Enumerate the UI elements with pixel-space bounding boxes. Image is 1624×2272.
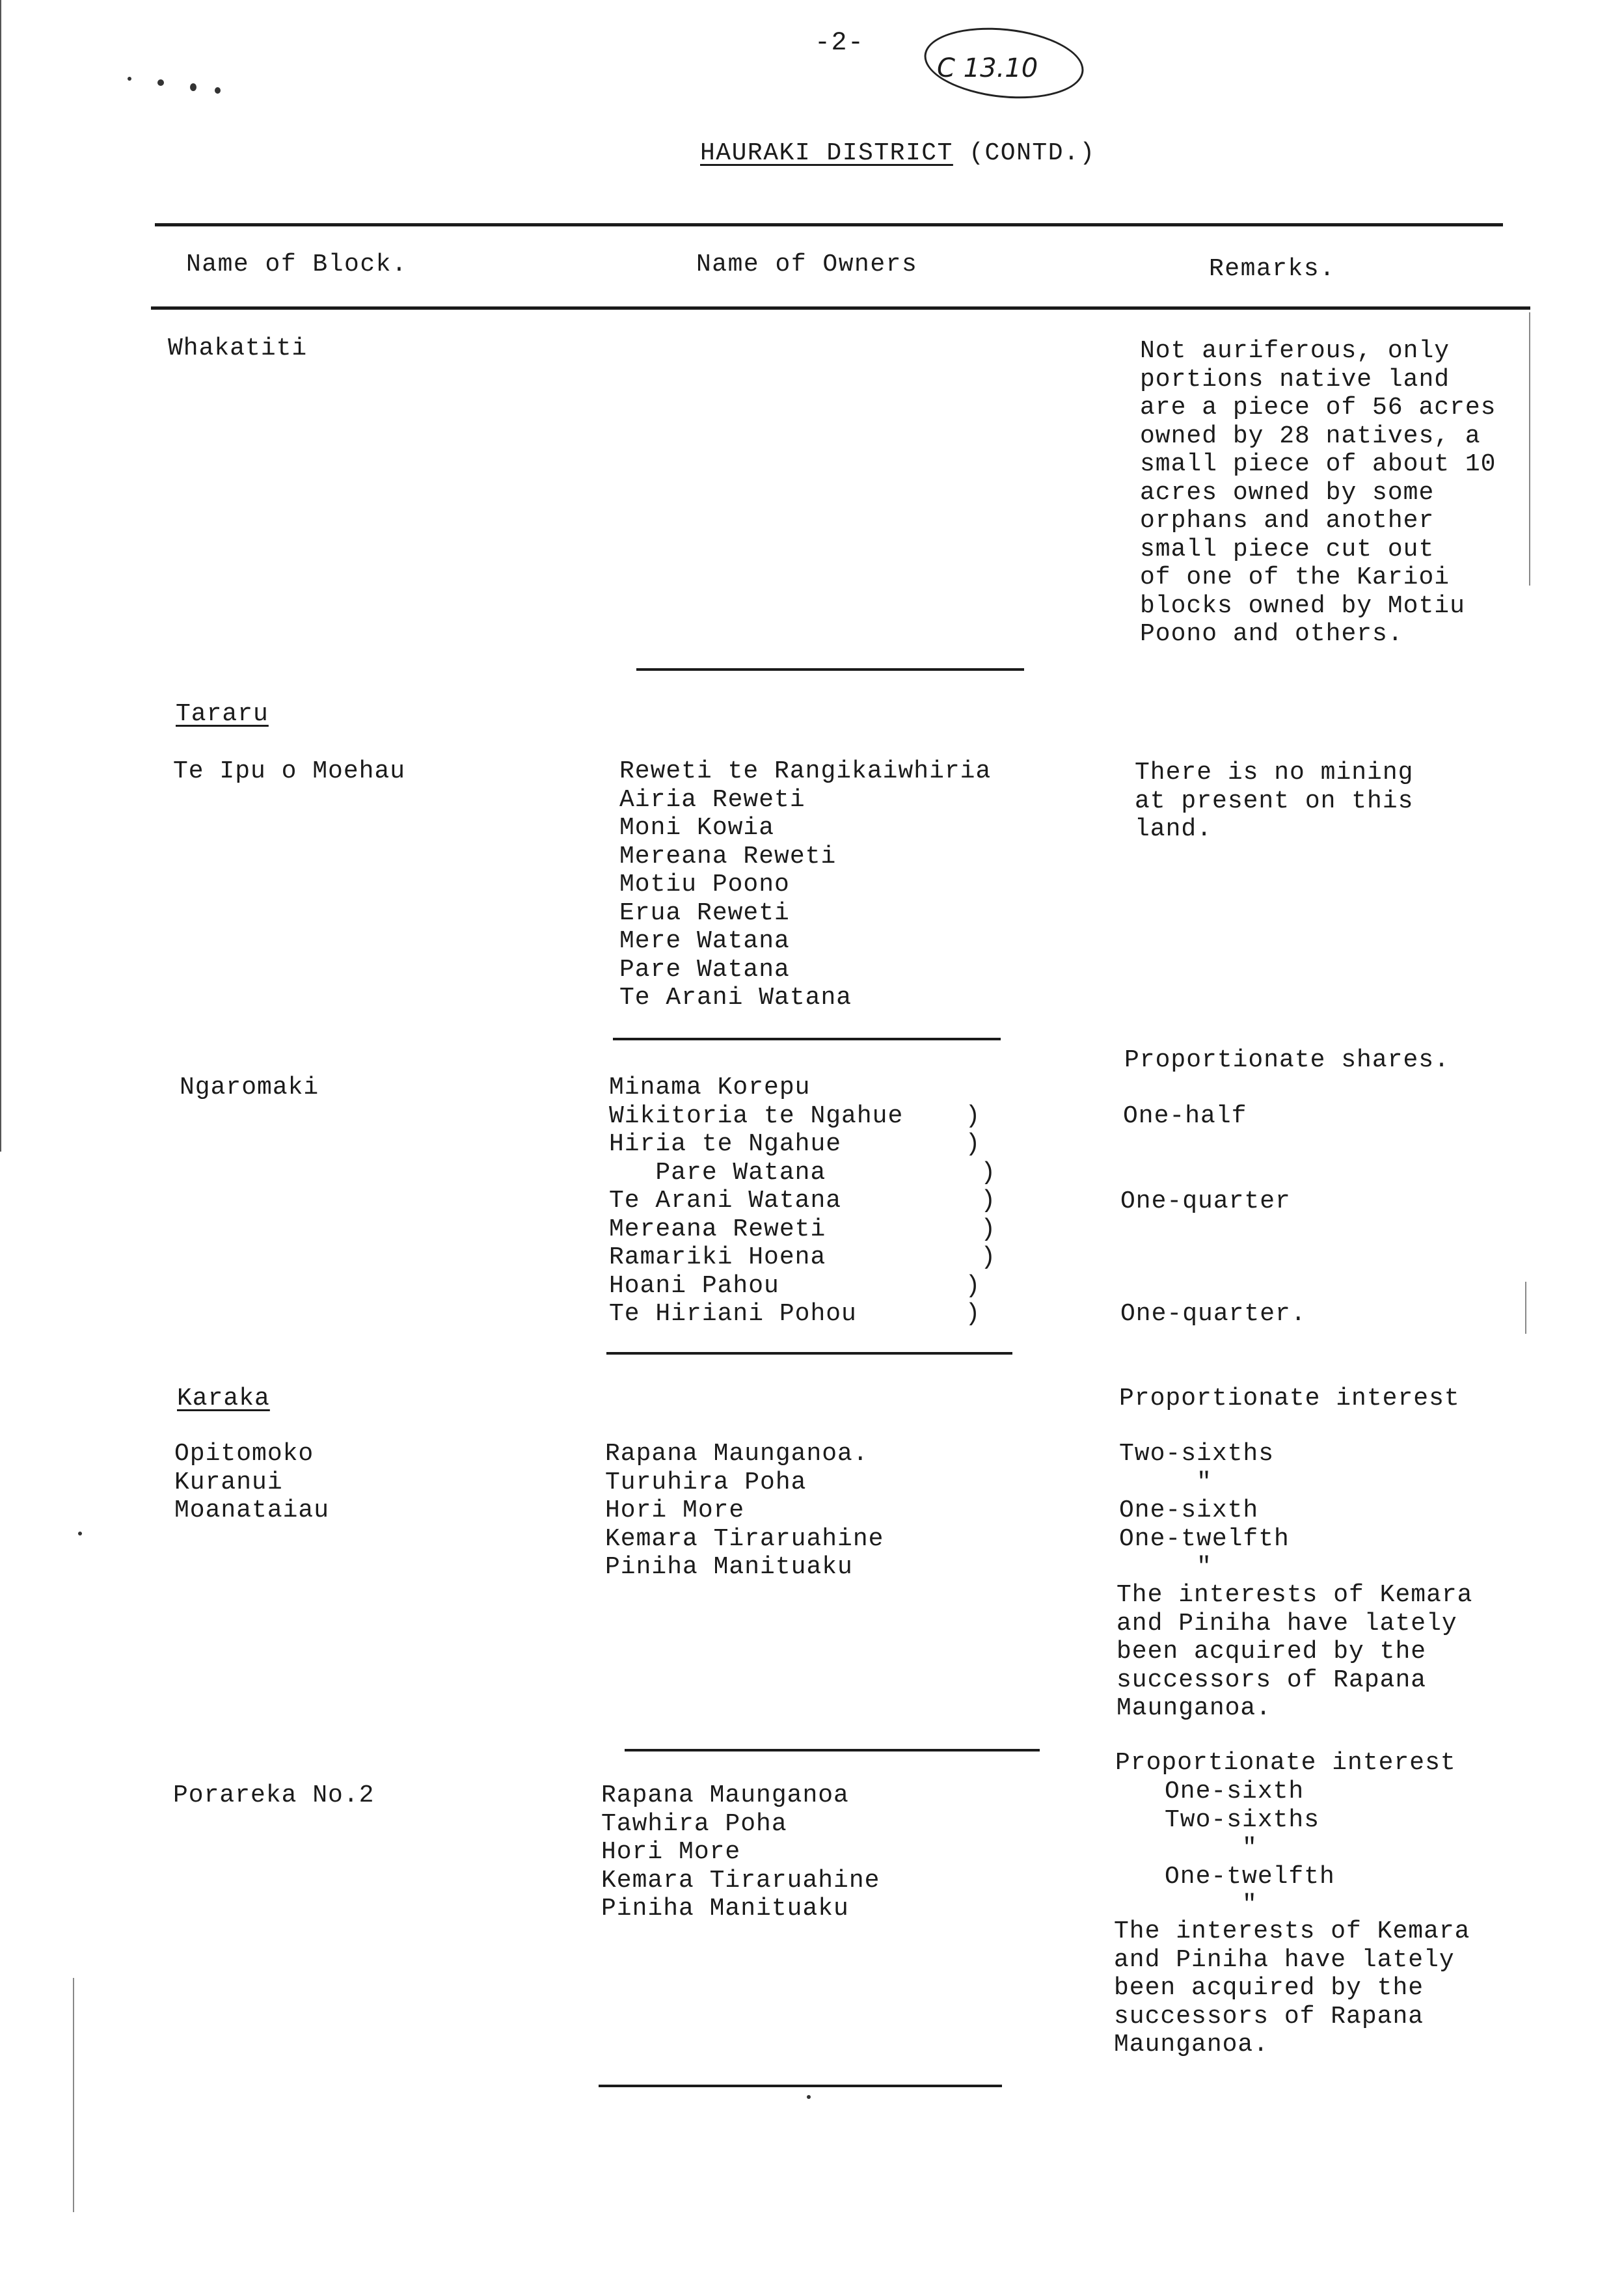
page-number: -2- [815,29,865,58]
column-header-block: Name of Block. [186,250,408,278]
handwritten-annotation: C 13.10 [937,53,1038,83]
shares-karaka: Two-sixths " One-sixth One-twelfth " [1119,1440,1290,1581]
scan-edge-mark [73,1978,74,2212]
section-heading-karaka: Karaka [177,1385,270,1413]
share-one-half: One-half [1123,1102,1247,1130]
block-name-porareka-no2: Porareka No.2 [173,1781,375,1809]
document-title [700,139,1096,167]
column-header-remarks: Remarks. [1209,255,1336,283]
section-divider [625,1749,1040,1751]
scan-edge-mark [1529,312,1530,586]
scan-speck [215,87,221,94]
scan-speck [157,79,164,86]
title-main: HAURAKI DISTRICT [700,139,953,167]
table-header-rule [151,306,1530,310]
owners-te-ipu-o-moehau: Reweti te Rangikaiwhiria Airia Reweti Moni Kowia Mereana Reweti Motiu Poono Erua Reweti Mere Watana Pare Watana Te Arani Watana [619,757,992,1012]
owners-karaka: Rapana Maunganoa. Turuhira Poha Hori More Kemara Tiraruahine Piniha Manituaku [605,1440,884,1581]
scan-speck [190,83,196,91]
remarks-header-karaka: Proportionate interest [1119,1385,1460,1413]
section-heading-tararu: Tararu [176,700,269,728]
section-divider [636,668,1024,671]
note-karaka: The interests of Kemara and Piniha have lately been acquired by the successors of Rapana Maunganoa. [1116,1581,1473,1722]
share-one-quarter-final: One-quarter. [1120,1300,1306,1328]
block-names-karaka: Opitomoko Kuranui Moanataiau [174,1440,330,1524]
title-suffix: (CONTD.) [969,139,1096,167]
shares-porareka: One-sixth Two-sixths " One-twelfth " [1165,1778,1335,1919]
owners-ngaromaki: Minama Korepu Wikitoria te Ngahue ) Hiria te Ngahue ) Pare Watana ) Te Arani Watana ) Mereana Reweti ) Ramariki Hoena ) Hoani Pahou ) Te Hiriani Pohou ) [609,1074,997,1328]
block-name-ngaromaki: Ngaromaki [180,1074,319,1102]
section-divider [613,1038,1001,1040]
block-name-te-ipu-o-moehau: Te Ipu o Moehau [173,757,406,785]
remarks-te-ipu-o-moehau: There is no mining at present on this land. [1135,759,1414,843]
owners-porareka: Rapana Maunganoa Tawhira Poha Hori More Kemara Tiraruahine Piniha Manituaku [601,1781,880,1923]
note-porareka: The interests of Kemara and Piniha have lately been acquired by the successors of Rapana Maunganoa. [1114,1917,1470,2059]
remarks-whakatiti: Not auriferous, only portions native land are a piece of 56 acres owned by 28 natives, a small piece of about 10 acres owned by some orphans and another small piece cut out of one of the Karioi blocks owned by Motiu Poono and others. [1140,337,1496,648]
block-name-whakatiti: Whakatiti [168,334,308,362]
column-header-owners: Name of Owners [696,250,918,278]
scan-speck [807,2095,811,2099]
section-divider [599,2085,1002,2087]
remarks-header-ngaromaki: Proportionate shares. [1124,1046,1450,1074]
share-one-quarter: One-quarter [1120,1187,1291,1215]
scan-edge-mark [0,0,1,1152]
remarks-header-porareka: Proportionate interest [1115,1749,1456,1777]
scan-speck [78,1532,82,1535]
table-top-rule [155,223,1503,226]
scan-speck [128,77,131,81]
scan-edge-mark [1525,1282,1526,1334]
section-divider [606,1352,1012,1355]
